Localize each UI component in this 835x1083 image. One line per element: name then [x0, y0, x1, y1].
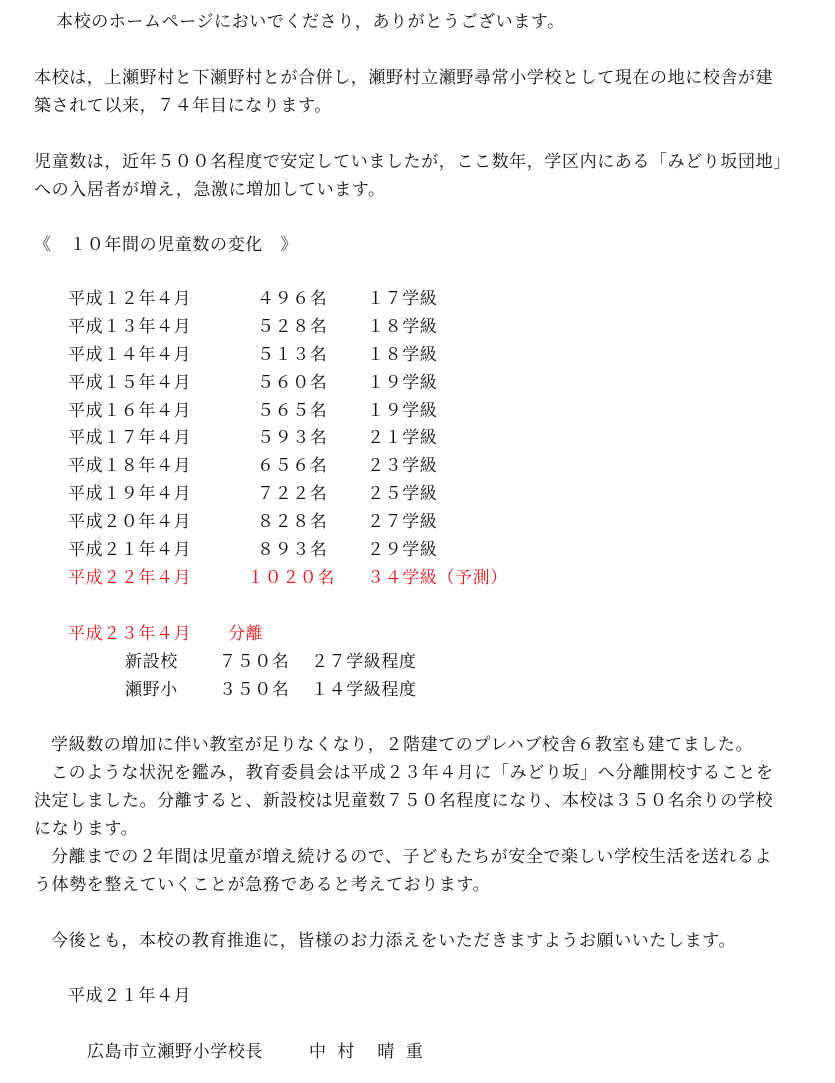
body-line-3: 決定しました。分離すると、新設校は児童数７５０名程度になり、本校は３５０名余りの学校	[34, 791, 774, 811]
enrollment-line-2: への入居者が増え，急激に増加しています。	[34, 180, 386, 200]
row-students: ８９３名	[257, 540, 328, 560]
principal-title: 広島市立瀬野小学校長	[87, 1042, 263, 1062]
table-row	[0, 482, 835, 506]
forecast-row	[0, 566, 835, 590]
forecast-date: 平成２２年４月	[68, 568, 192, 588]
table-row	[0, 343, 835, 367]
split-label: 分離	[228, 624, 264, 644]
row-students: ８２８名	[257, 512, 328, 532]
row-date: 平成１８年４月	[68, 456, 192, 476]
intro-text: 本校のホームページにおいでくださり，ありがとうございます。	[56, 12, 565, 32]
principal-name: 中 村 晴 重	[309, 1042, 426, 1062]
table-row	[0, 454, 835, 478]
table-row	[0, 371, 835, 395]
row-classes: １８学級	[367, 345, 438, 365]
body-line-5: 分離までの２年間は児童が増え続けるので、子どもたちが安全で楽しい学校生活を送れるよ	[51, 847, 773, 867]
row-classes: ２９学級	[367, 540, 438, 560]
table-row	[0, 287, 835, 311]
row-students: ５９３名	[257, 428, 328, 448]
table-row	[0, 510, 835, 534]
row-classes: １９学級	[367, 373, 438, 393]
forecast-classes: ３４学級（予測）	[367, 568, 508, 588]
split-heading	[0, 622, 835, 646]
row-date: 平成１７年４月	[68, 428, 192, 448]
row-students: ７２２名	[257, 484, 328, 504]
signature	[0, 1040, 835, 1064]
body-line-6: う体勢を整えていくことが急務であると考えております。	[34, 875, 491, 895]
body-line-2: このような状況を鑑み，教育委員会は平成２３年４月に「みどり坂」へ分離開校することを	[51, 763, 774, 783]
row-date: 平成２１年４月	[68, 540, 192, 560]
row-classes: ２１学級	[367, 428, 438, 448]
row-students: ５１３名	[257, 345, 328, 365]
row-date: 平成１５年４月	[68, 373, 192, 393]
row-students: ５２８名	[257, 317, 328, 337]
split-date: 平成２３年４月	[68, 624, 192, 644]
row-date: 平成１９年４月	[68, 484, 192, 504]
row-classes: ２３学級	[367, 456, 438, 476]
closing-text: 今後とも，本校の教育推進に，皆様のお力添えをいただきますようお願いいたします。	[51, 931, 737, 951]
school-name: 新設校	[125, 652, 178, 672]
school-students: ７５０名	[219, 652, 290, 672]
history-line-2: 築されて以来，７４年目になります。	[34, 96, 332, 116]
row-classes: ２５学級	[367, 484, 438, 504]
table-title: 《 １０年間の児童数の変化 》	[34, 235, 298, 255]
row-students: ５６５名	[257, 401, 328, 421]
school-classes: １４学級程度	[311, 680, 417, 700]
row-students: ４９６名	[257, 289, 328, 309]
split-school-row	[0, 650, 835, 674]
row-date: 平成１４年４月	[68, 345, 192, 365]
table-row	[0, 538, 835, 562]
row-students: ５６０名	[257, 373, 328, 393]
row-classes: ２７学級	[367, 512, 438, 532]
history-line-1: 本校は，上瀬野村と下瀬野村とが合併し，瀬野村立瀬野尋常小学校として現在の地に校舎が建	[34, 68, 774, 88]
body-line-1: 学級数の増加に伴い教室が足りなくなり，２階建てのプレハブ校舎６教室も建てました。	[51, 735, 754, 755]
row-classes: １８学級	[367, 317, 438, 337]
table-row	[0, 426, 835, 450]
row-students: ６５６名	[257, 456, 328, 476]
school-students: ３５０名	[219, 680, 290, 700]
split-school-row	[0, 678, 835, 702]
sign-date: 平成２１年４月	[68, 986, 192, 1006]
row-date: 平成１６年４月	[68, 401, 192, 421]
table-row	[0, 399, 835, 423]
row-date: 平成１２年４月	[68, 289, 192, 309]
forecast-students: １０２０名	[247, 568, 335, 588]
school-name: 瀬野小	[125, 680, 178, 700]
row-date: 平成１３年４月	[68, 317, 192, 337]
row-classes: １７学級	[367, 289, 438, 309]
body-line-4: になります。	[34, 819, 139, 839]
row-classes: １９学級	[367, 401, 438, 421]
row-date: 平成２０年４月	[68, 512, 192, 532]
enrollment-line-1: 児童数は，近年５００名程度で安定していましたが，ここ数年，学区内にある「みどり坂団地」	[34, 152, 791, 172]
school-classes: ２７学級程度	[311, 652, 417, 672]
table-row	[0, 315, 835, 339]
